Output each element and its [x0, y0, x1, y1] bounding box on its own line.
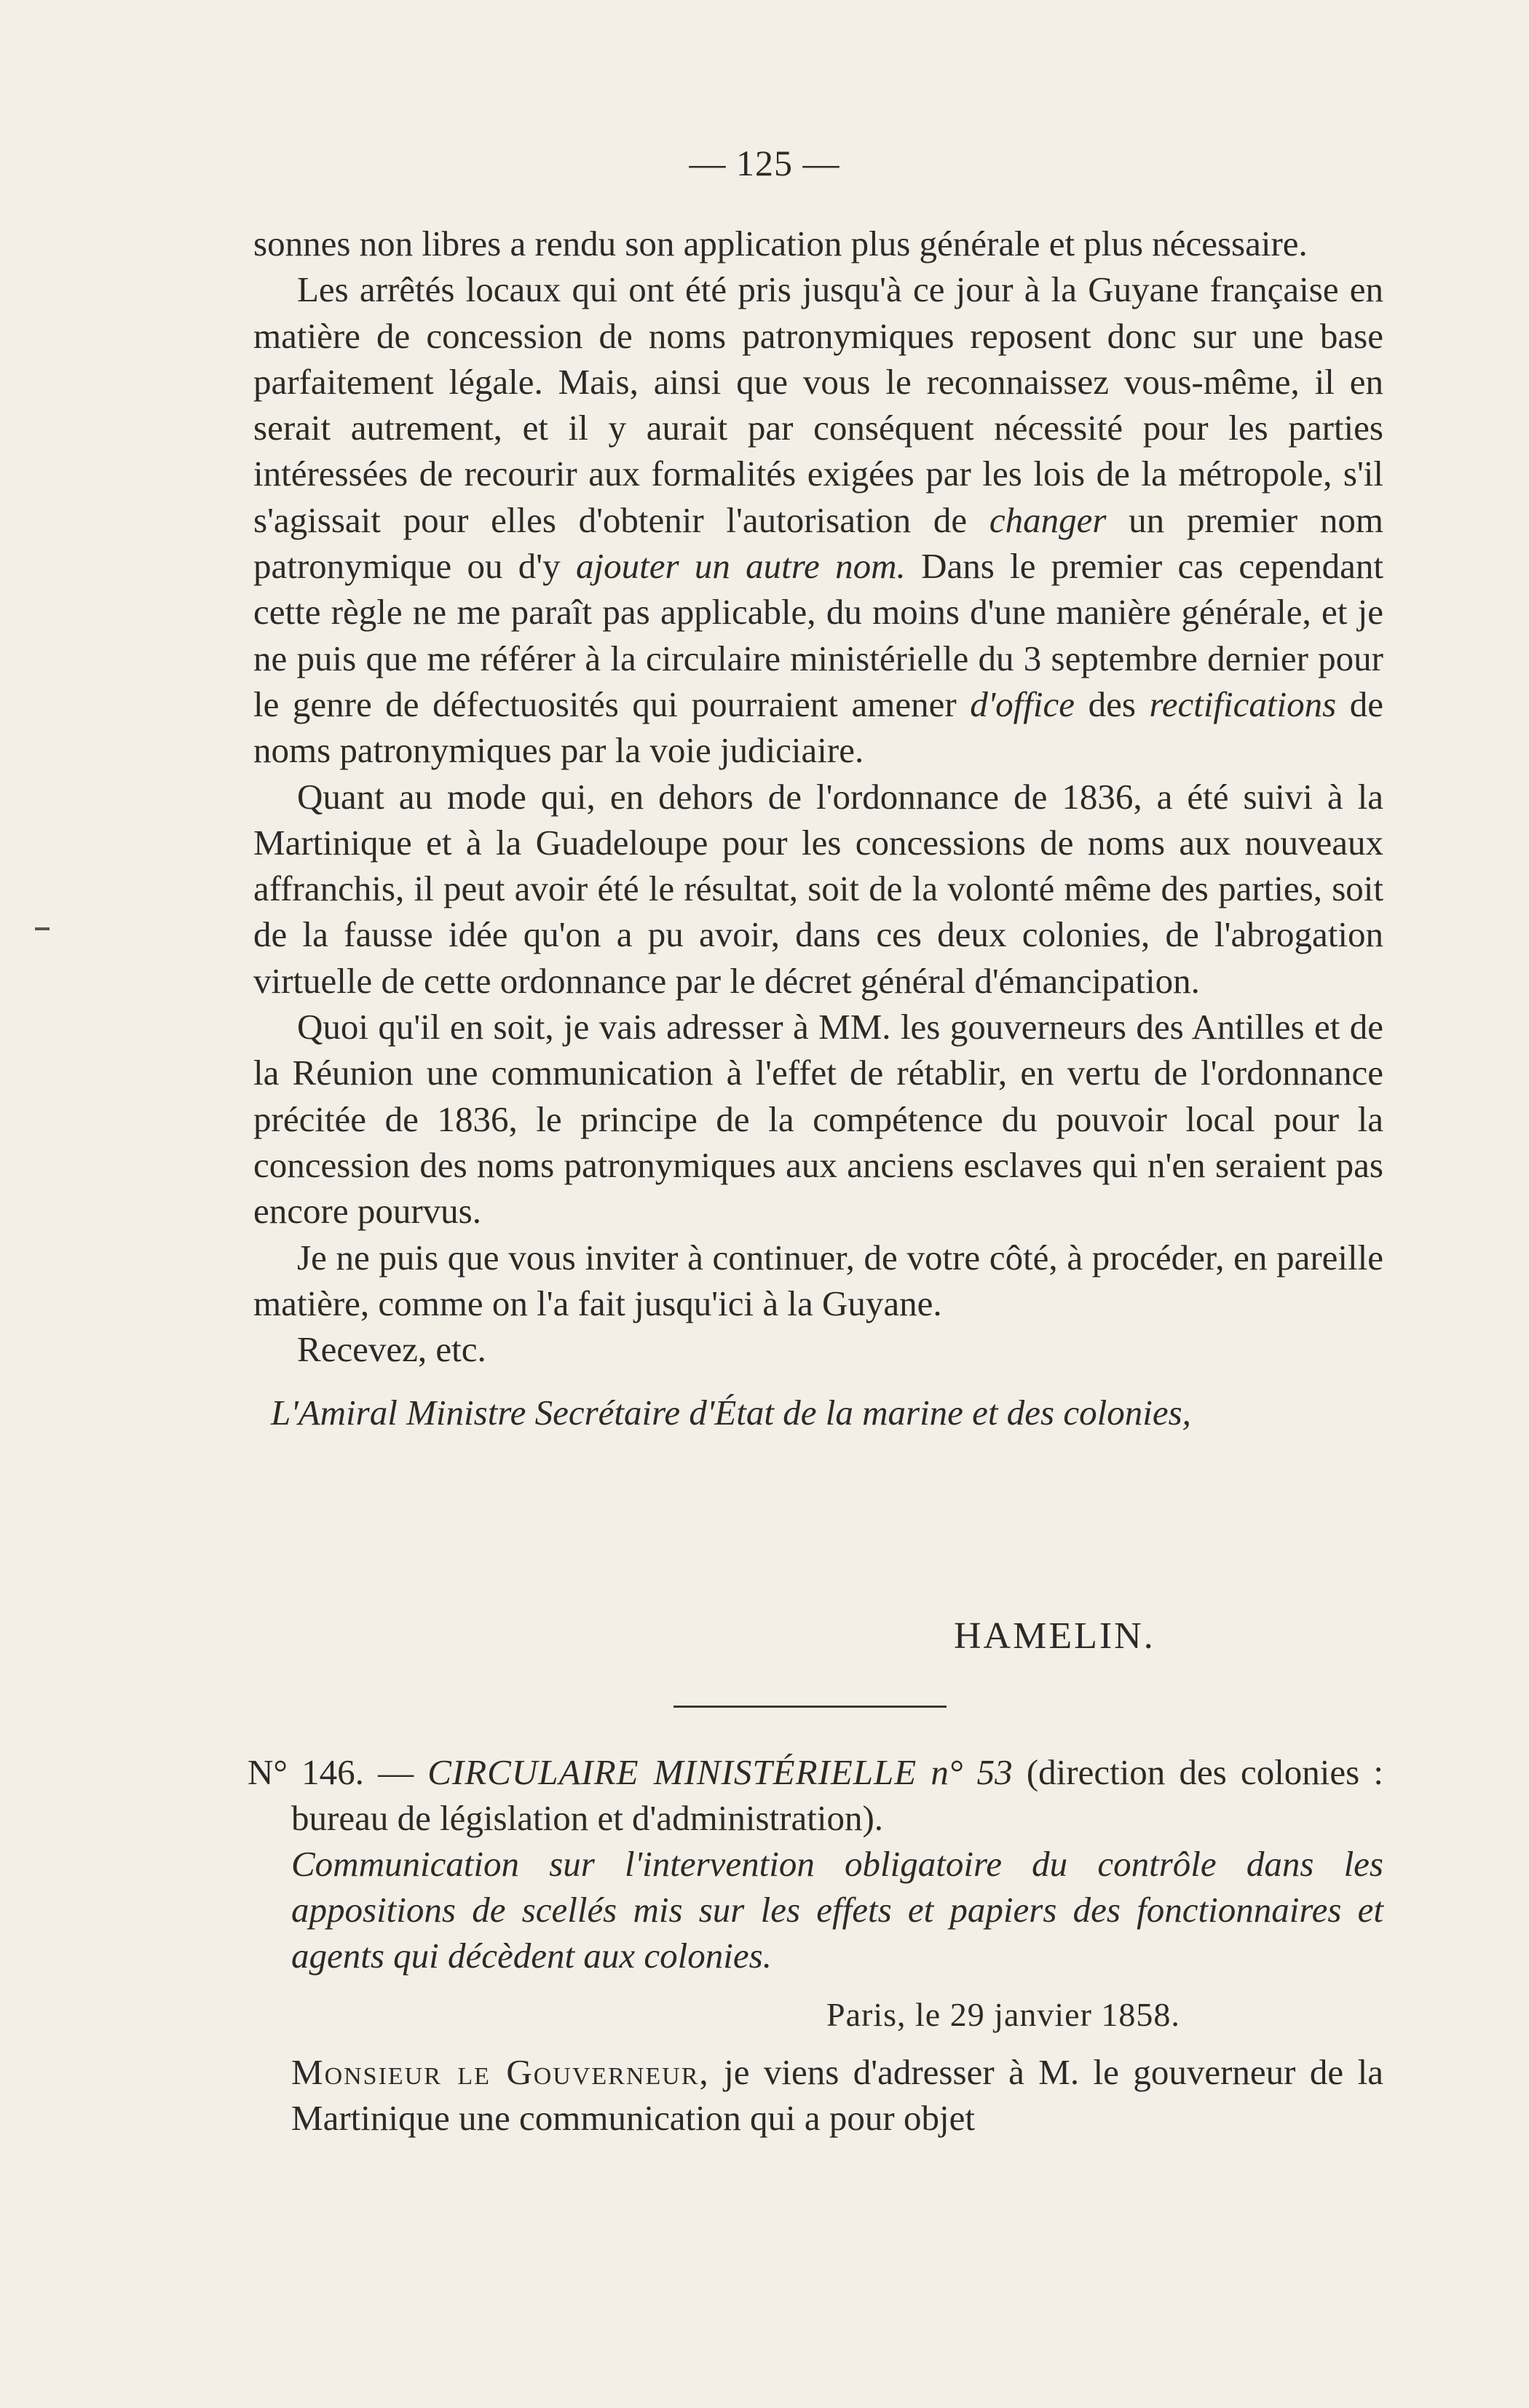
paragraph-continuer: Je ne puis que vous inviter à continuer, de votre côté, à procéder, en pareille matière, comme on l'a fait jusqu'ici à la Guyane.	[253, 1237, 1383, 1323]
signature-title: L'Amiral Ministre Secrétaire d'État de la marine et des colonies,	[271, 1393, 1191, 1433]
margin-mark	[35, 927, 50, 930]
separator-rule	[673, 1706, 947, 1708]
paragraph-mode: Quant au mode qui, en dehors de l'ordonnance de 1836, a été suivi à la Martinique et à la Guadeloupe pour les concessions de noms aux nouveaux affranchis, il peut avoir été le résultat, soit de la volonté même des parties, soit de la fausse idée qu'on a pu avoir, dans ces deux colonies, de l'abrogation virtuelle de cette ordonnance par le décret général d'émancipation.	[253, 776, 1383, 1001]
paragraph-recevez: Recevez, etc.	[297, 1329, 486, 1370]
paragraph-arretes: Les arrêtés locaux qui ont été pris jusqu'à ce jour à la Guyane française en matière de concession de noms patronymiques reposent donc sur une base parfaitement légale. Mais, ainsi que vous le reconnaissez vous-même, il en serait autrement, et il y aurait par conséquent nécessité pour les parties intéressées de recourir aux formalités exigées par les lois de la métropole, s'il s'agissait pour elles d'obtenir l'autorisation de changer un premier nom patronymique ou d'y ajouter un autre nom. Dans le premier cas cependant cette règle ne me paraît pas applicable, du moins d'une manière générale, et je ne puis que me référer à la circulaire ministérielle du 3 septembre dernier pour le genre de défectuosités qui pourraient amener d'office des rectifications de noms patronymiques par la voie judiciaire.	[253, 269, 1383, 771]
circular-summary: Communication sur l'intervention obligatoire du contrôle dans les appositions de scellés mis sur les effets et papiers des fonctionnaires et agents qui décèdent aux colonies.	[291, 1844, 1383, 1976]
circular-date: Paris, le 29 janvier 1858.	[826, 1996, 1180, 2033]
circular-opening	[291, 2049, 1383, 2141]
letter-body	[253, 221, 1383, 1435]
page-number: — 125 —	[689, 143, 840, 183]
opening-paragraph: Monsieur le Gouverneur, je viens d'adresser à M. le gouverneur de la Martinique une communication qui a pour objet	[291, 2052, 1383, 2138]
paragraph-quoi: Quoi qu'il en soit, je vais adresser à MM. les gouverneurs des Antilles et de la Réunion une communication à l'effet de rétablir, en vertu de l'ordonnance précitée de 1836, le principe de la compétence du pouvoir local pour la concession des noms patronymiques aux anciens esclaves qui n'en seraient pas encore pourvus.	[253, 1007, 1383, 1232]
circular-header	[248, 1749, 1384, 1979]
signature-name: HAMELIN.	[954, 1615, 1155, 1657]
salutation: Monsieur le Gouverneur,	[291, 2052, 710, 2092]
paragraph-continuation: sonnes non libres a rendu son application plus générale et plus nécessaire.	[253, 223, 1308, 264]
circular-heading: N° 146. — CIRCULAIRE MINISTÉRIELLE n° 53 (direction des colonies : bureau de législation et d'administration).	[248, 1752, 1384, 1838]
